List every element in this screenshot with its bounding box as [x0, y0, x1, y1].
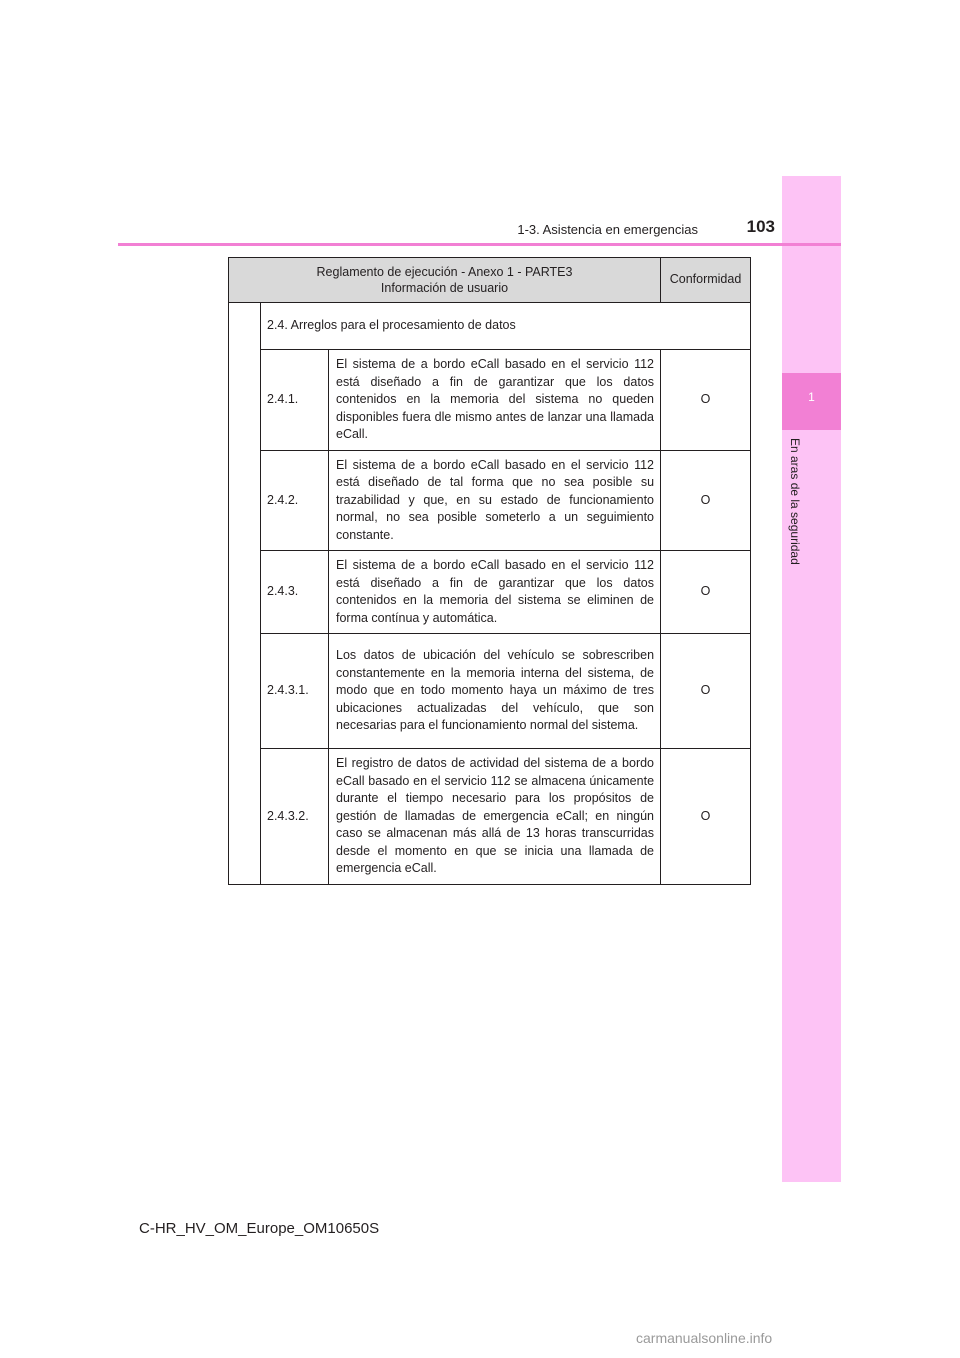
row-text: El sistema de a bordo eCall basado en el servicio 112 está diseñado a fin de garantizar que los datos contenidos en la memoria del sistema se eliminen de forma contínua y automática.	[329, 551, 661, 634]
table-header-row	[229, 258, 751, 303]
watermark: carmanualsonline.info	[636, 1330, 773, 1346]
table-header-regulation	[229, 258, 661, 303]
table-header-title-line1: Reglamento de ejecución - Anexo 1 - PARTE3	[316, 265, 573, 279]
row-code: 2.4.3.2.	[261, 749, 329, 885]
table-header-title-line2: Información de usuario	[380, 281, 509, 295]
row-conformity: O	[661, 450, 751, 551]
side-tab-number: 1	[808, 390, 815, 404]
table-indent-cell	[229, 303, 261, 885]
document-code: C-HR_HV_OM_Europe_OM10650S	[139, 1220, 380, 1237]
row-code: 2.4.3.1.	[261, 634, 329, 749]
table-row	[229, 551, 751, 634]
table-row	[229, 350, 751, 451]
table-row	[229, 634, 751, 749]
section-title: 1-3. Asistencia en emergencias	[517, 222, 698, 237]
header-divider	[118, 243, 841, 246]
side-tab-label: En aras de la seguridad	[788, 438, 802, 565]
row-code: 2.4.2.	[261, 450, 329, 551]
row-conformity: O	[661, 634, 751, 749]
row-code: 2.4.3.	[261, 551, 329, 634]
regulation-table	[228, 257, 751, 885]
row-text: El sistema de a bordo eCall basado en el servicio 112 está diseñado a fin de garantizar que los datos contenidos en la memoria del sistema no queden disponibles fuera dle mismo antes de lanzar una llamada eCall.	[329, 350, 661, 451]
row-text: El registro de datos de actividad del sistema de a bordo eCall basado en el servicio 112 se almacena únicamente durante el tiempo necesario para los propósitos de gestión de llamadas de emergencia eCall; en ningún caso se almacenan más allá de 13 horas transcurridas desde el momento en que se inicia una llamada de emergencia eCall.	[329, 749, 661, 885]
table-subsection-row	[229, 303, 751, 350]
side-tab	[782, 176, 841, 1182]
table-header-conformity: Conformidad	[661, 258, 751, 303]
table-row	[229, 450, 751, 551]
row-text: Los datos de ubicación del vehículo se sobrescriben constantemente en la memoria interna del sistema, de modo que en todo momento haya un máximo de tres ubicaciones actualizadas del vehículo, que son necesarias para el funcionamiento normal del sistema.	[329, 634, 661, 749]
row-text: El sistema de a bordo eCall basado en el servicio 112 está diseñado de tal forma que no sea posible su trazabilidad y que, en su estado de funcionamiento normal, no sea posible someterlo a un seguimiento constante.	[329, 450, 661, 551]
row-conformity: O	[661, 350, 751, 451]
page-number: 103	[746, 217, 775, 236]
row-conformity: O	[661, 749, 751, 885]
table-row	[229, 749, 751, 885]
row-conformity: O	[661, 551, 751, 634]
row-code: 2.4.1.	[261, 350, 329, 451]
subsection-title: 2.4. Arreglos para el procesamiento de datos	[261, 303, 751, 350]
